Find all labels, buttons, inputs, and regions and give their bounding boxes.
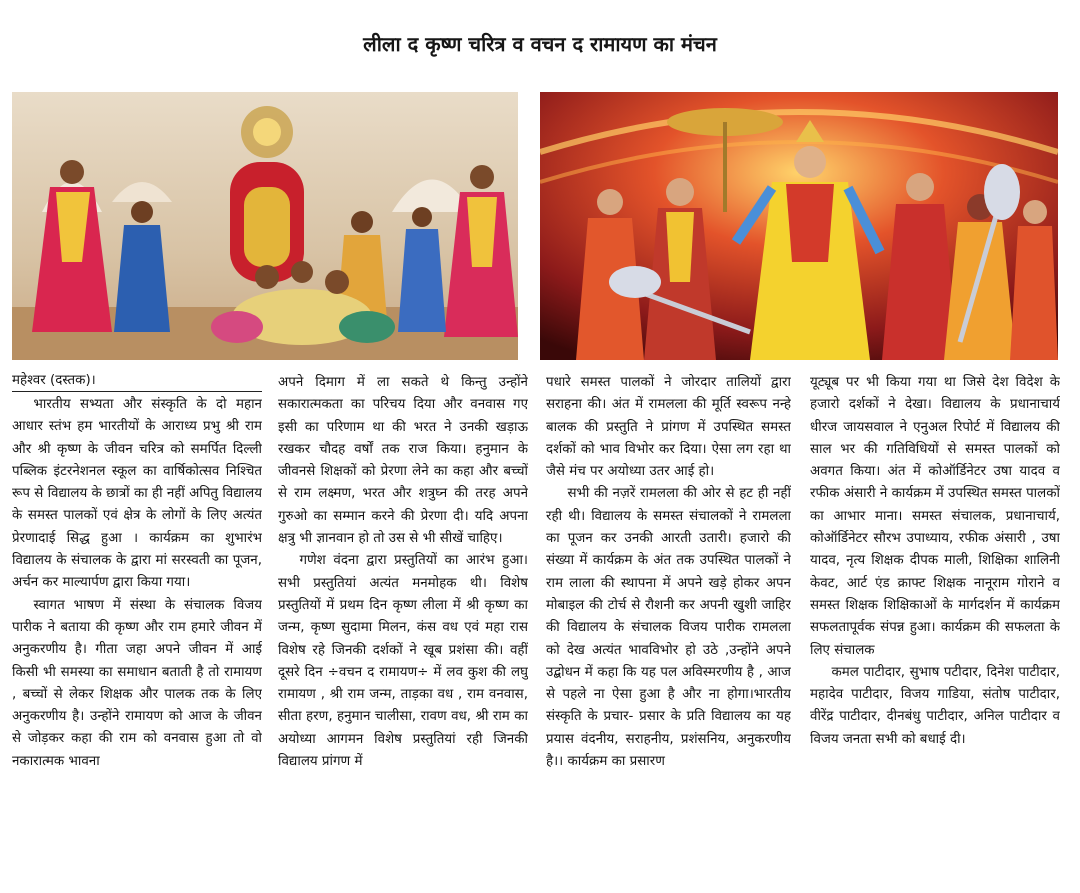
- article-column-1: [12, 372, 262, 887]
- photo-school-girls-dance-icon: [12, 92, 518, 360]
- article-column-2: [278, 372, 528, 887]
- article-column-3: [546, 372, 791, 887]
- article-paragraph: भारतीय सभ्यता और संस्कृति के दो महान आधार स्तंभ हम भारतीयों के आराध्य प्रभु श्री राम और श्री कृष्ण के जीवन चरित्र को समर्पित दिल्ली पब्लिक इंटरनेशनल स्कूल का वार्षिकोत्सव निश्चित रूप से विद्यालय के छात्रों का ही नहीं अपितु विद्यालय के समस्त पालकों एवं क्षेत्र के लोगों के लिए अत्यंत प्रेरणादाई सिद्ध हुआ । कार्यक्रम का शुभारंभ विद्यालय के संचालक के द्वारा मां सरस्वती का पूजन, अर्चन कर माल्यार्पण द्वारा किया गया।: [12, 397, 262, 591]
- article-dateline: महेश्वर (दस्तक)।: [12, 372, 262, 392]
- article-paragraph: कमल पाटीदार, सुभाष पटीदार, दिनेश पाटीदार, महादेव पाटीदार, विजय गाडिया, संतोष पाटीदार, वीरेंद्र पाटीदार, दीनबंधु पाटीदार, अनिल पाटीदार व विजय जनता सभी को बधाई दी।: [810, 664, 1060, 747]
- headline: लीला द कृष्ण चरित्र व वचन द रामायण का मंचन: [363, 31, 717, 56]
- article-paragraph: सभी की नज़रें रामलला की ओर से हट ही नहीं रही थी। विद्यालय के समस्त संचालकों ने रामलला का पूजन कर उनकी आरती उतारी। हजारो की संख्या में कार्यक्रम के अंत तक उपस्थित पालकों ने राम लाला की स्थापना में अपने खड़े होकर अपन मोबाइल की टोर्च से रौशनी कर अपनी खुशी जाहिर की विद्यालय के संचालक विजय पारीक रामलला को देख अत्यंत भावविभोर हो उठे ,उन्होंने अपने उद्बोधन में कहा कि यह पल अविस्मरणीय है , आज से पहले ना ऐसा हुआ है और ना होगा।भारतीय संस्कृति के प्रचार- प्रसार के प्रति विद्यालय का यह प्रयास वंदनीय, सराहनीय, प्रशंसनिय, अनुकरणीय है।। कार्यक्रम का प्रसारण: [546, 486, 791, 770]
- article-paragraph: यूट्यूब पर भी किया गया था जिसे देश विदेश के हजारो दर्शकों ने देखा। विद्यालय के प्रधानाचार्य धीरज जायसवाल ने एनुअल रिपोर्ट में विद्यालय की साल भर की गतिविधियों से समस्त पालकों को अवगत किया। अंत में कोऑर्डिनेटर उषा यादव व रफीक अंसारी ने कार्यक्रम में उपस्थित समस्त पालकों का आभार माना। समस्त संचालक, प्रधानाचार्य, कोऑर्डिनेटर सौरभ उपाध्याय, रफीक अंसारी , उषा यादव, नृत्य शिक्षक दीपक माली, शिक्षिका शालिनी केवट, आर्ट एंड क्राफ्ट शिक्षक नानूराम गोराने व समस्त शिक्षक शिक्षिकाओं के मार्गदर्शन में कार्यक्रम सफलतापूर्वक संपन्न हुआ। कार्यक्रम की सफलता के लिए संचालक: [810, 375, 1060, 658]
- article-column-4: [810, 372, 1060, 887]
- photo-ramayana-costume-icon: [540, 92, 1058, 360]
- photo-ramayana-stage: [540, 92, 1058, 360]
- article-paragraph: स्वागत भाषण में संस्था के संचालक विजय पारीक ने बताया की कृष्ण और राम हमारे जीवन में अनुकरणीय है। गीता जहा अपने जीवन में आई किसी भी समस्या का समाधान बताती है तो रामायण , बच्चों से लेकर शिक्षक और पालक तक के लिए अनुकरणीय है। उन्होंने रामायण को आज के जीवन से जोड़कर कहा की राम को वनवास हुआ तो वो नकारात्मक भावना: [12, 597, 262, 769]
- article-paragraph: गणेश वंदना द्वारा प्रस्तुतियों का आरंभ हुआ। सभी प्रस्तुतियां अत्यंत मनमोहक थी। विशेष प्रस्तुतियों में प्रथम दिन कृष्ण लीला में श्री कृष्ण का जन्म, कृष्ण सुदामा मिलन, कंस वध एवं महा रास विशेष रहे जिनकी दर्शकों ने खूब प्रशंसा की। वहीं दूसरे दिन ÷वचन द रामायण÷ में लव कुश की लघु रामायण , श्री राम जन्म, ताड़का वध , राम वनवास, सीता हरण, हनुमान चालीसा, रावण वध, श्री राम का अयोध्या आगमन विशेष प्रस्तुतियां रही जिनकी विद्यालय प्रांगण में: [278, 553, 528, 770]
- article-paragraph: अपने दिमाग में ला सकते थे किन्तु उन्होंने सकारात्मकता का परिचय दिया और वनवास गए इसी का परिणाम था की भरत ने उनकी खड़ाऊ रखकर चौदह वर्षों तक राज किया। हनुमान के जीवनसे शिक्षकों को प्रेरणा लेने का कहा और बच्चों से राम लक्ष्मण, भरत और शत्रुघ्न की तरह अपने गुरुओ का सम्मान करने की प्रेरणा दी। यदि अपना क्षत्रु भी ज्ञानवान हो तो उस से भी सीखें चाहिए।: [278, 375, 528, 547]
- photo-krishna-leela: [12, 92, 518, 360]
- article-paragraph: पधारे समस्त पालकों ने जोरदार तालियों द्वारा सराहना की। अंत में रामलला की मूर्ति स्वरूप नन्हे बालक की प्रस्तुति ने प्रांगण में उपस्थित समस्त दर्शकों को भाव विभोर कर दिया। ऐसा लग रहा था जैसे मंच पर अयोध्या उतर आई हो।: [546, 375, 791, 480]
